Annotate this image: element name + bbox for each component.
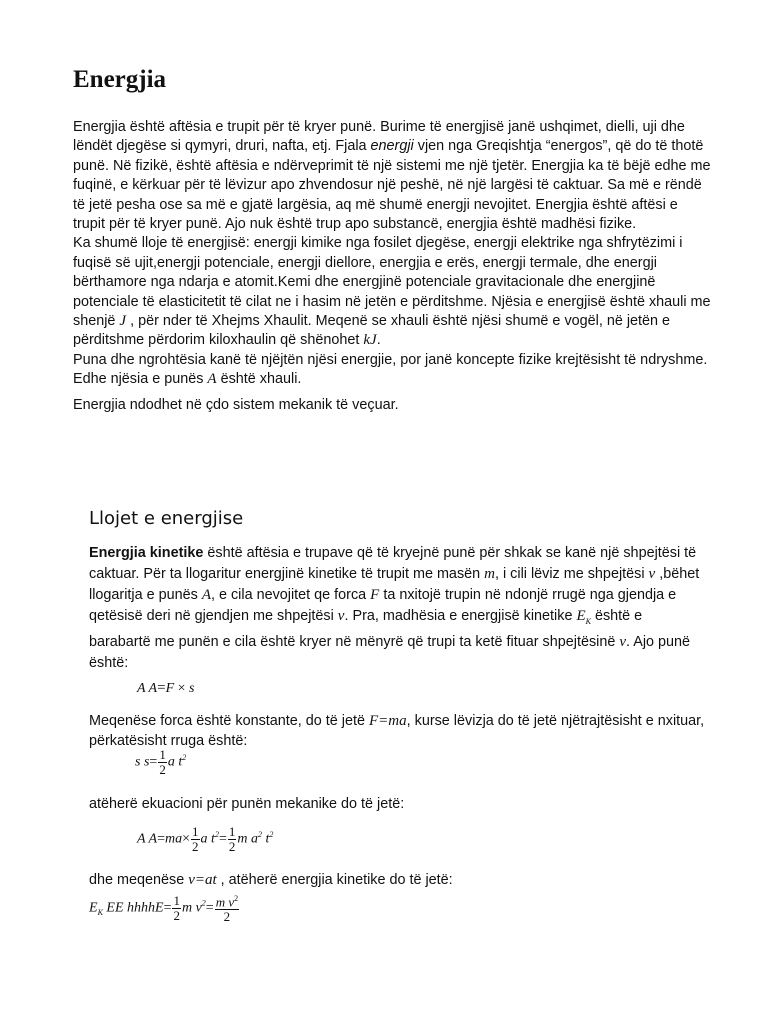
eq-F: F [165, 681, 175, 696]
text-run: , e cila nevojitet qe forca [210, 587, 371, 603]
equation-mechanical-work [137, 825, 273, 854]
symbol-v: v [619, 634, 627, 650]
denominator: 2 [159, 762, 166, 777]
text-run: . [376, 332, 381, 349]
numerator: 1 [228, 824, 236, 839]
intro-paragraph-1 [73, 118, 713, 234]
intro-paragraph-2 [73, 234, 713, 350]
denominator: 2 [192, 839, 199, 854]
eq-times: × [174, 681, 190, 696]
text-run: , i cili lëviz me shpejtësi [494, 566, 649, 582]
subscript-K: K [585, 617, 591, 626]
text-line-work: atëherë ekuacioni për punën mekanike do të jetë: [89, 796, 405, 812]
equation-distance [135, 748, 186, 777]
eq-sign: = [157, 831, 166, 847]
eq-times: × [182, 831, 191, 847]
intro-text [73, 118, 713, 415]
text-run: ,bëhet llogaritja e punës [89, 566, 700, 603]
page-title: Energjia [73, 66, 167, 93]
numerator [215, 892, 239, 910]
symbol-J: J [119, 313, 127, 330]
exponent: 2 [257, 830, 262, 840]
denominator: 2 [223, 909, 231, 925]
text-run: Meqenëse forca është konstante, do të jetë [89, 713, 369, 729]
exponent: 2 [201, 898, 206, 908]
eq-lhs: s s [135, 754, 150, 770]
eq-at: a t [167, 754, 183, 770]
eq-sign: = [163, 900, 172, 916]
denominator: 2 [173, 907, 180, 923]
text-run: është xhauli. [216, 371, 302, 388]
denominator: 2 [228, 839, 236, 854]
emphasis-energji: energji [370, 138, 414, 155]
section-paragraph [89, 543, 705, 674]
exponent: 2 [269, 830, 274, 840]
symbol-m: m [484, 566, 495, 582]
symbol-v: v [337, 608, 345, 624]
fraction-mv2-over-2 [215, 892, 239, 924]
eq-ma: ma [165, 831, 183, 847]
text-run: është e barabartë me punën e cila është kryer në mënyrë që trupi ta ketë fituar shpejtësinë [89, 608, 643, 650]
fraction-half [172, 894, 181, 923]
numerator: 1 [192, 824, 199, 839]
eq-sign: = [218, 831, 227, 847]
text-run: vjen nga Greqishtja “energos”, që do të thotë punë. Në fizikë, është aftësia e ndërveprimit të një sistemi me një tjetër. Energjia ka të bëjë edhe me fuqinë, e kërkuar për të lëvizur apo zhvendosur një peshë, në një largësi të caktuar. Sa më e rëndë të jetë pesha ose sa më e gjatë largësia, aq më shumë energji nevojitet. Energjia është aftësi e trupit për të kryer punë. Ajo nuk është trup apo substancë, energjia është madhësi fizike. [73, 138, 711, 233]
eq-mid: EE hhhhE [102, 900, 164, 916]
formula-f-ma: F=ma [369, 713, 407, 729]
text-run: . Ajo punë është: [89, 634, 691, 671]
symbol-v: v [648, 566, 656, 582]
text-line-velocity [89, 872, 453, 889]
eq-sign: = [157, 680, 166, 696]
eq-ma: m a [237, 831, 258, 847]
eq-lhs: A A [137, 831, 158, 847]
symbol-A: A [207, 371, 217, 388]
text-run: ta nxitojë trupin në ndonjë rrugë nga gjendja e qetësisë deri në gjendjen me shpejtësi [89, 587, 677, 624]
eq-sign: = [149, 754, 158, 770]
symbol-E: E [576, 608, 586, 624]
eq-at: a t [200, 831, 215, 847]
eq-t: t [261, 831, 270, 847]
eq-mv: m v [181, 900, 202, 916]
equation-work [137, 680, 195, 697]
text-line-force [89, 711, 709, 751]
kinetic-energy-paragraph [89, 543, 705, 674]
symbol-A: A [201, 587, 211, 603]
numerator: 1 [173, 892, 180, 908]
subscript-K: K [97, 908, 103, 918]
exponent: 2 [182, 753, 187, 763]
text-run: Energjia është aftësia e trupit për të kryer punë. Burime të energjisë janë ushqimet, dielli, uji dhe lëndët djegëse si qymyri, druri, nafta, etj. Fjala [73, 119, 685, 155]
symbol-Ek [576, 608, 591, 624]
eq-sign: = [205, 900, 214, 916]
text-run: , kurse lëvizja do të jetë njëtrajtësisht e nxituar, përkatësisht rruga është: [89, 713, 705, 749]
numerator: 1 [159, 747, 166, 762]
text-run: , për nder të Xhejms Xhaulit. Meqenë se xhauli është njësi shumë e vogël, në jetën e përditshme përdorim kiloxhaulin që shënohet [73, 313, 671, 349]
text-run: , atëherë energjia kinetike do të jetë: [216, 872, 453, 888]
symbol-F: F [370, 587, 380, 603]
text-run: është aftësia e trupave që të kryejnë punë për shkak se kanë një shpejtësi të caktuar. Për ta llogaritur energjinë kinetike të trupit me masën [89, 545, 697, 582]
intro-paragraph-3 [73, 351, 713, 390]
formula-v-at: v=at [188, 872, 217, 888]
bold-term: Energjia kinetike [89, 545, 204, 561]
equation-kinetic-energy [89, 892, 240, 924]
eq-s: s [189, 681, 195, 696]
text-run: Ka shumë lloje të energjisë: energji kimike nga fosilet djegëse, energji elektrike nga shfrytëzimi i fuqisë së ujit,energji potenciale, energji diellore, energjia e erës, energji termale, dhe energji bërthamore nga ndarja e atomit.Kemi dhe energjinë potenciale gravitacionale dhe energjinë potenciale të elasticitetit të cilat ne i hasim në jetën e përditshme. Njësia e energjisë është xhauli me shenjë [73, 235, 711, 330]
symbol-kJ: kJ [363, 332, 377, 349]
exponent: 2 [234, 894, 239, 903]
text-run: Puna dhe ngrohtësia kanë të njëjtën njësi energjie, por janë koncepte fizike krejtësisht të ndryshme. Edhe njësia e punës [73, 351, 708, 388]
fraction-half [228, 825, 237, 854]
eq-lhs: A A [137, 681, 158, 696]
fraction-half [158, 748, 167, 777]
text-run: dhe meqenëse [89, 872, 189, 888]
exponent: 2 [214, 830, 219, 840]
intro-paragraph-4: Energjia ndodhet në çdo sistem mekanik të veçuar. [73, 396, 399, 413]
numerator-mv: m v [215, 894, 235, 910]
section-heading: Llojet e energjise [89, 508, 244, 529]
text-run: . Pra, madhësia e energjisë kinetike [344, 608, 577, 624]
eq-E: E [89, 900, 98, 916]
fraction-half [191, 825, 200, 854]
